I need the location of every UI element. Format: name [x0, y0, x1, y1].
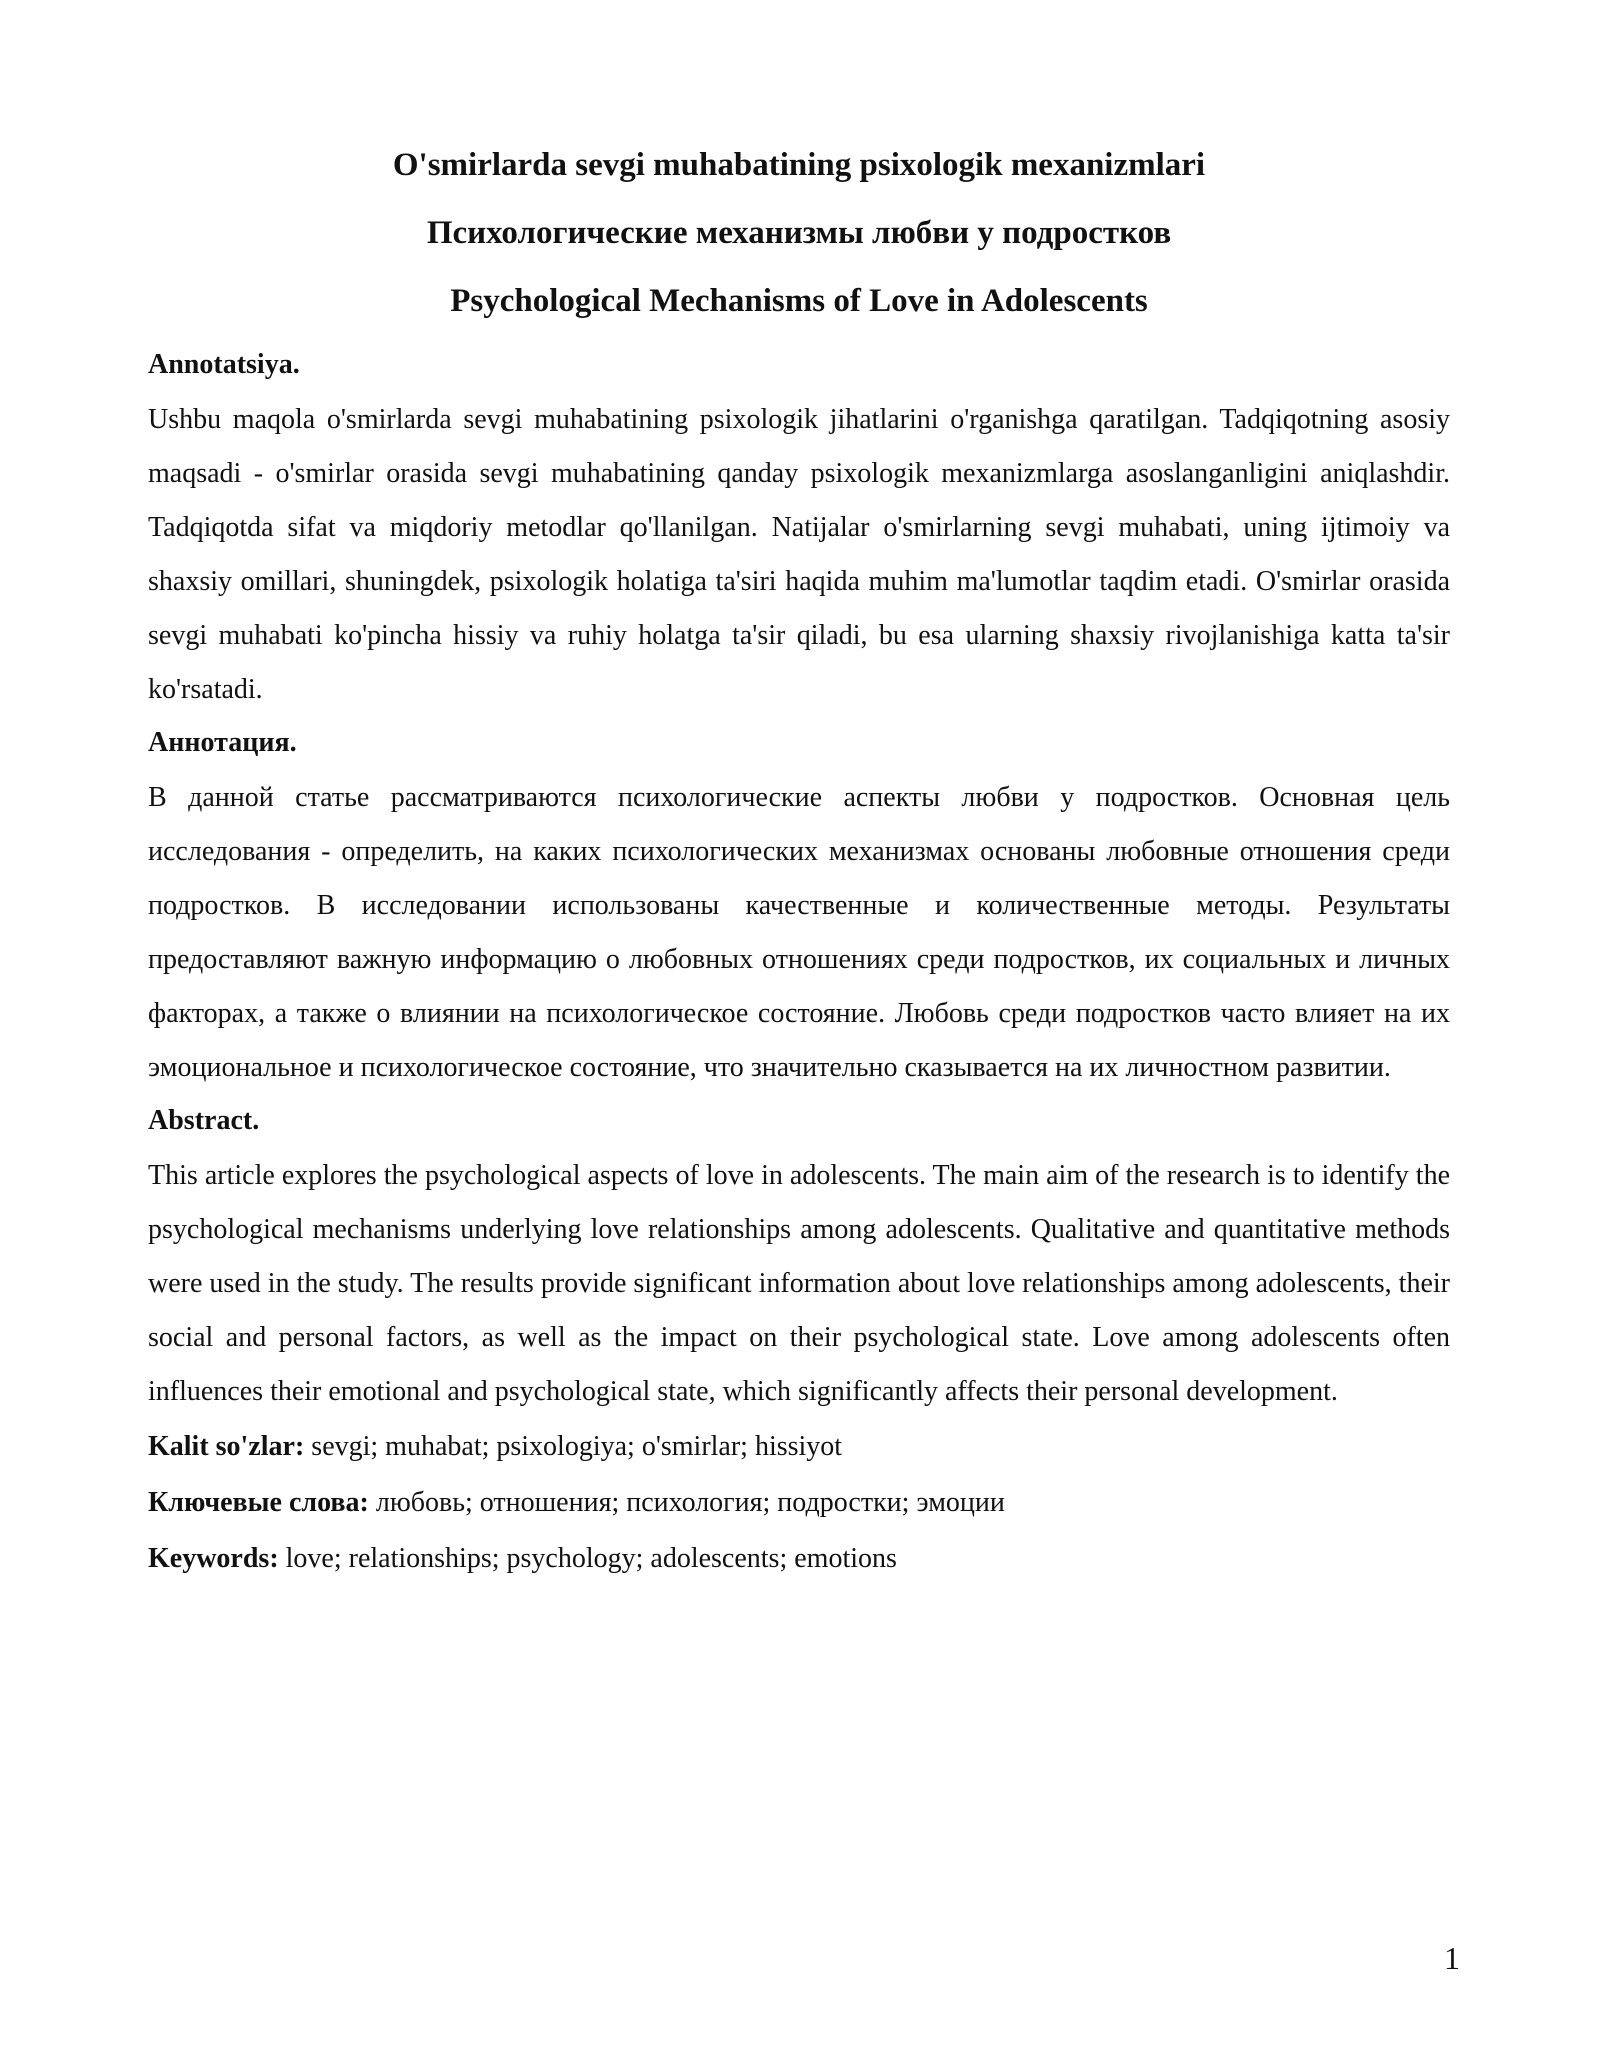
keywords-ru-label: Ключевые слова:: [148, 1487, 369, 1518]
keywords-uz-value: sevgi; muhabat; psixologiya; o'smirlar; hissiyot: [304, 1431, 843, 1462]
annotation-uz-heading: Annotatsiya.: [148, 349, 300, 380]
keywords-en: [148, 1531, 1450, 1587]
title-russian: Психологические механизмы любви у подростков: [426, 215, 1172, 251]
annotation-uz-text: Ushbu maqola o'smirlarda sevgi muhabatining psixologik jihatlarini o'rganishga qaratilgan. Tadqiqotning asosiy maqsadi - o'smirlar orasida sevgi muhabatining qanday psixologik mexanizmlarga asoslanganligini aniqlashdir. Tadqiqotda sifat va miqdoriy metodlar qo'llanilgan. Natijalar o'smirlarning sevgi muhabati, uning ijtimoiy va shaxsiy omillari, shuningdek, psixologik holatiga ta'siri haqida muhim ma'lumotlar taqdim etadi. O'smirlar orasida sevgi muhabati ko'pincha hissiy va ruhiy holatga ta'sir qiladi, bu esa ularning shaxsiy rivojlanishiga katta ta'sir ko'rsatadi.: [148, 404, 1450, 705]
keywords-uz-label: Kalit so'zlar:: [148, 1431, 305, 1462]
abstract-en-heading: Abstract.: [148, 1105, 260, 1136]
abstract-en-text: This article explores the psychological aspects of love in adolescents. The main aim of the research is to identify the psychological mechanisms underlying love relationships among adolescents. Qualitative and quantitative methods were used in the study. The results provide significant information about love relationships among adolescents, their social and personal factors, as well as the impact on their psychological state. Love among adolescents often influences their emotional and psychological state, which significantly affects their personal development.: [148, 1160, 1450, 1407]
annotation-ru-heading: Аннотация.: [148, 727, 297, 758]
title-uzbek: O'smirlarda sevgi muhabatining psixologik mexanizmlari: [392, 147, 1206, 183]
keywords-uz: [148, 1419, 1450, 1475]
annotation-ru-text: В данной статье рассматриваются психологические аспекты любви у подростков. Основная цель исследования - определить, на каких психологических механизмах основаны любовные отношения среди подростков. В исследовании использованы качественные и количественные методы. Результаты предоставляют важную информацию о любовных отношениях среди подростков, их социальных и личных факторах, а также о влиянии на психологическое состояние. Любовь среди подростков часто влияет на их эмоциональное и психологическое состояние, что значительно сказывается на их личностном развитии.: [148, 782, 1450, 1083]
title-english: Psychological Mechanisms of Love in Adolescents: [450, 283, 1148, 319]
page-number: 1: [1444, 1940, 1460, 1976]
keywords-ru-value: любовь; отношения; психология; подростки; эмоции: [368, 1487, 1005, 1518]
keywords-en-value: love; relationships; psychology; adolescents; emotions: [278, 1543, 897, 1574]
keywords-en-label: Keywords:: [148, 1543, 279, 1574]
document-page: [148, 145, 1450, 1587]
keywords-ru: [148, 1475, 1450, 1531]
